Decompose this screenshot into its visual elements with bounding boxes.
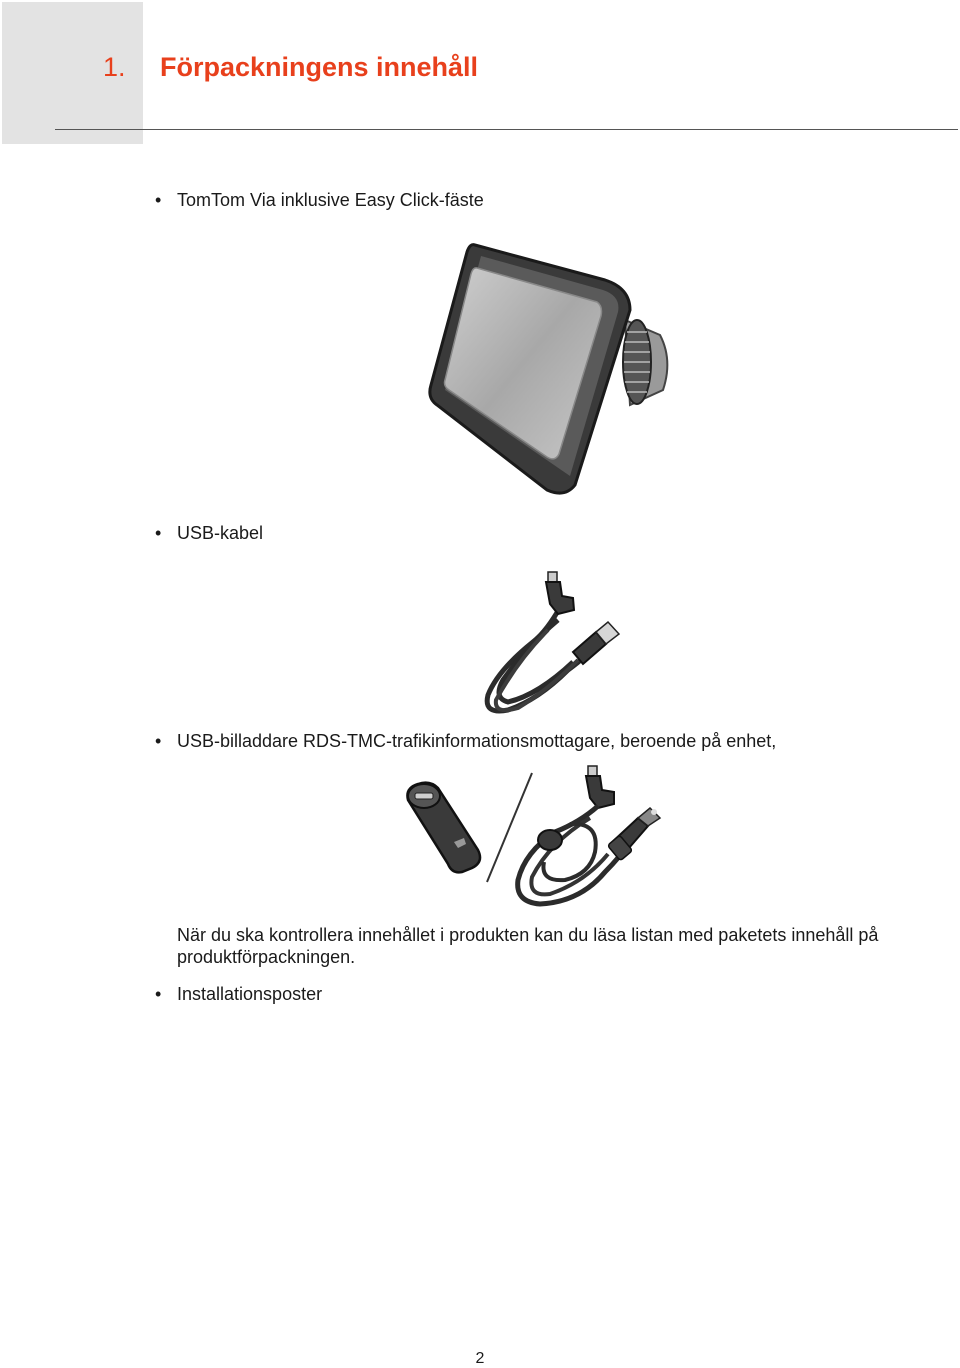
car-charger-illustration (400, 780, 490, 875)
bullet-icon: • (155, 190, 162, 210)
bullet-icon: • (155, 984, 162, 1004)
title-divider (55, 129, 958, 130)
rds-tmc-receiver-illustration (510, 762, 665, 912)
bullet-icon: • (155, 731, 162, 751)
list-item-installation-posters: Installationsposter (177, 984, 323, 1004)
page-title: Förpackningens innehåll (160, 52, 479, 82)
page-number: 2 (475, 1350, 485, 1367)
list-item-usb-cable: USB-kabel (177, 523, 264, 543)
package-contents-note: När du ska kontrollera innehållet i produkten kan du läsa listan med paketets innehåll på produktförpackningen. (177, 925, 879, 967)
bullet-icon: • (155, 523, 162, 543)
list-item-device: TomTom Via inklusive Easy Click-fäste (177, 190, 484, 210)
navigation-device-illustration (425, 240, 675, 500)
list-item-car-charger: USB-billaddare RDS-TMC-trafikinformationsmottagare, beroende på enhet, (177, 731, 777, 751)
chapter-number: 1. (103, 52, 126, 82)
usb-cable-illustration (478, 570, 623, 720)
